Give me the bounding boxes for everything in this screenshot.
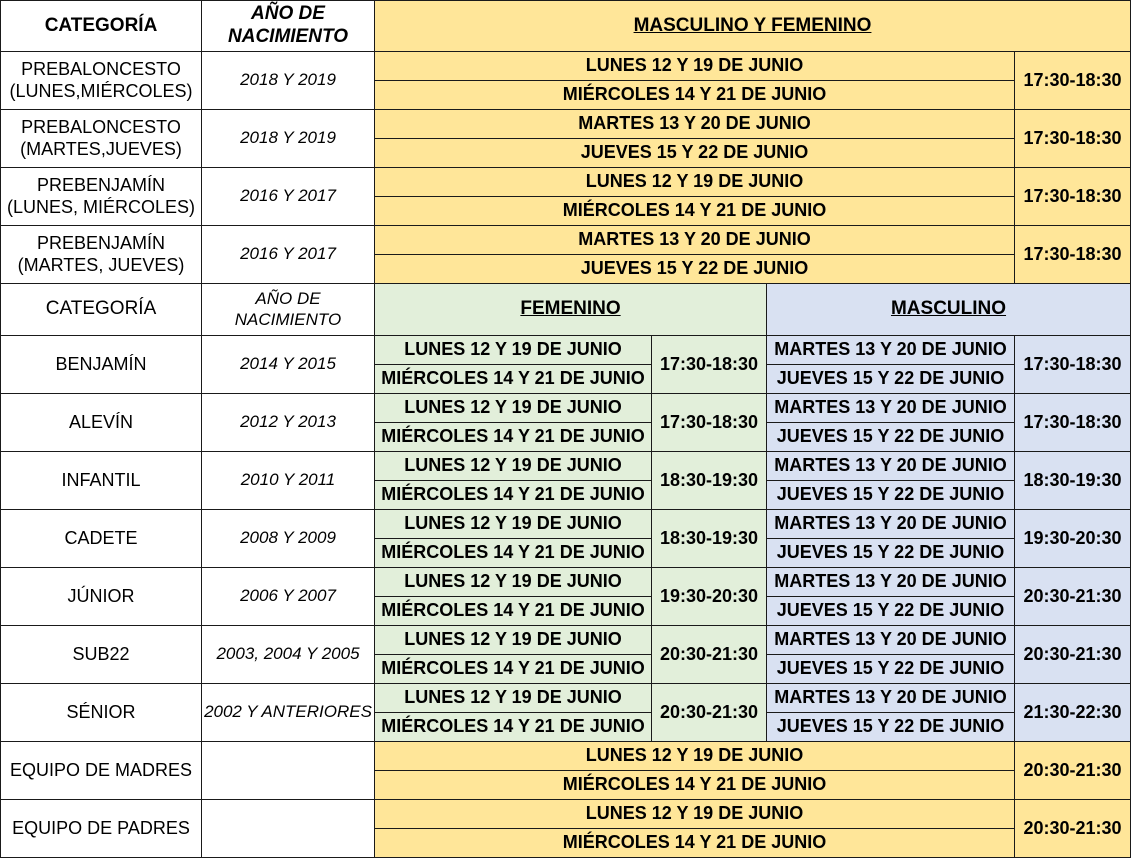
- training-time: 20:30-21:30: [1015, 742, 1131, 800]
- femenino-days: MIÉRCOLES 14 Y 21 DE JUNIO: [375, 713, 652, 742]
- masculino-days: MARTES 13 Y 20 DE JUNIO: [767, 568, 1015, 597]
- masculino-time: 21:30-22:30: [1015, 684, 1131, 742]
- birth-years: 2006 Y 2007: [202, 568, 375, 626]
- training-time: 17:30-18:30: [1015, 110, 1131, 168]
- femenino-days: MIÉRCOLES 14 Y 21 DE JUNIO: [375, 655, 652, 684]
- category-label: BENJAMÍN: [0, 336, 202, 394]
- training-days: LUNES 12 Y 19 DE JUNIO: [375, 800, 1015, 829]
- birth-years: 2003, 2004 Y 2005: [202, 626, 375, 684]
- femenino-time: 18:30-19:30: [652, 452, 767, 510]
- femenino-days: LUNES 12 Y 19 DE JUNIO: [375, 452, 652, 481]
- birth-years: 2012 Y 2013: [202, 394, 375, 452]
- masculino-time: 20:30-21:30: [1015, 626, 1131, 684]
- category-label: PREBALONCESTO (LUNES,MIÉRCOLES): [0, 52, 202, 110]
- masculino-days: JUEVES 15 Y 22 DE JUNIO: [767, 539, 1015, 568]
- femenino-days: LUNES 12 Y 19 DE JUNIO: [375, 336, 652, 365]
- training-days: LUNES 12 Y 19 DE JUNIO: [375, 742, 1015, 771]
- femenino-time: 17:30-18:30: [652, 394, 767, 452]
- training-days: LUNES 12 Y 19 DE JUNIO: [375, 52, 1015, 81]
- masculino-days: JUEVES 15 Y 22 DE JUNIO: [767, 481, 1015, 510]
- birth-years: 2002 Y ANTERIORES: [202, 684, 375, 742]
- category-label: CADETE: [0, 510, 202, 568]
- category-label: JÚNIOR: [0, 568, 202, 626]
- femenino-days: MIÉRCOLES 14 Y 21 DE JUNIO: [375, 365, 652, 394]
- masculino-time: 17:30-18:30: [1015, 336, 1131, 394]
- category-label: INFANTIL: [0, 452, 202, 510]
- masculino-days: JUEVES 15 Y 22 DE JUNIO: [767, 655, 1015, 684]
- training-days: JUEVES 15 Y 22 DE JUNIO: [375, 139, 1015, 168]
- birth-years: [202, 742, 375, 800]
- training-days: MIÉRCOLES 14 Y 21 DE JUNIO: [375, 771, 1015, 800]
- header-ano-nacimiento: AÑO DE NACIMIENTO: [202, 284, 375, 336]
- category-label: EQUIPO DE MADRES: [0, 742, 202, 800]
- masculino-days: JUEVES 15 Y 22 DE JUNIO: [767, 365, 1015, 394]
- birth-years: [202, 800, 375, 858]
- training-time: 17:30-18:30: [1015, 52, 1131, 110]
- masculino-time: 19:30-20:30: [1015, 510, 1131, 568]
- category-label: EQUIPO DE PADRES: [0, 800, 202, 858]
- femenino-time: 18:30-19:30: [652, 510, 767, 568]
- training-time: 20:30-21:30: [1015, 800, 1131, 858]
- birth-years: 2016 Y 2017: [202, 168, 375, 226]
- category-label: PREBENJAMÍN (LUNES, MIÉRCOLES): [0, 168, 202, 226]
- birth-years: 2016 Y 2017: [202, 226, 375, 284]
- birth-years: 2014 Y 2015: [202, 336, 375, 394]
- masculino-days: MARTES 13 Y 20 DE JUNIO: [767, 394, 1015, 423]
- masculino-time: 18:30-19:30: [1015, 452, 1131, 510]
- category-label: SÉNIOR: [0, 684, 202, 742]
- birth-years: 2018 Y 2019: [202, 52, 375, 110]
- birth-years: 2010 Y 2011: [202, 452, 375, 510]
- femenino-days: LUNES 12 Y 19 DE JUNIO: [375, 510, 652, 539]
- header-masculino-femenino: MASCULINO Y FEMENINO: [375, 0, 1131, 52]
- femenino-days: MIÉRCOLES 14 Y 21 DE JUNIO: [375, 423, 652, 452]
- header-ano-nacimiento: AÑO DE NACIMIENTO: [202, 0, 375, 52]
- femenino-days: MIÉRCOLES 14 Y 21 DE JUNIO: [375, 597, 652, 626]
- header-femenino: FEMENINO: [375, 284, 767, 336]
- femenino-days: LUNES 12 Y 19 DE JUNIO: [375, 626, 652, 655]
- femenino-days: LUNES 12 Y 19 DE JUNIO: [375, 684, 652, 713]
- training-days: MARTES 13 Y 20 DE JUNIO: [375, 226, 1015, 255]
- training-days: JUEVES 15 Y 22 DE JUNIO: [375, 255, 1015, 284]
- birth-years: 2008 Y 2009: [202, 510, 375, 568]
- header-masculino: MASCULINO: [767, 284, 1131, 336]
- training-days: MARTES 13 Y 20 DE JUNIO: [375, 110, 1015, 139]
- training-days: LUNES 12 Y 19 DE JUNIO: [375, 168, 1015, 197]
- training-days: MIÉRCOLES 14 Y 21 DE JUNIO: [375, 829, 1015, 858]
- category-label: PREBENJAMÍN (MARTES, JUEVES): [0, 226, 202, 284]
- header-categoria: CATEGORÍA: [0, 284, 202, 336]
- masculino-days: JUEVES 15 Y 22 DE JUNIO: [767, 423, 1015, 452]
- masculino-days: MARTES 13 Y 20 DE JUNIO: [767, 684, 1015, 713]
- birth-years: 2018 Y 2019: [202, 110, 375, 168]
- masculino-time: 17:30-18:30: [1015, 394, 1131, 452]
- training-time: 17:30-18:30: [1015, 168, 1131, 226]
- masculino-days: MARTES 13 Y 20 DE JUNIO: [767, 626, 1015, 655]
- femenino-time: 20:30-21:30: [652, 684, 767, 742]
- category-label: PREBALONCESTO (MARTES,JUEVES): [0, 110, 202, 168]
- category-label: SUB22: [0, 626, 202, 684]
- femenino-days: MIÉRCOLES 14 Y 21 DE JUNIO: [375, 539, 652, 568]
- training-days: MIÉRCOLES 14 Y 21 DE JUNIO: [375, 197, 1015, 226]
- masculino-days: JUEVES 15 Y 22 DE JUNIO: [767, 597, 1015, 626]
- femenino-days: LUNES 12 Y 19 DE JUNIO: [375, 568, 652, 597]
- training-days: MIÉRCOLES 14 Y 21 DE JUNIO: [375, 81, 1015, 110]
- masculino-days: MARTES 13 Y 20 DE JUNIO: [767, 452, 1015, 481]
- femenino-days: LUNES 12 Y 19 DE JUNIO: [375, 394, 652, 423]
- femenino-days: MIÉRCOLES 14 Y 21 DE JUNIO: [375, 481, 652, 510]
- femenino-time: 17:30-18:30: [652, 336, 767, 394]
- masculino-days: MARTES 13 Y 20 DE JUNIO: [767, 510, 1015, 539]
- category-label: ALEVÍN: [0, 394, 202, 452]
- femenino-time: 20:30-21:30: [652, 626, 767, 684]
- femenino-time: 19:30-20:30: [652, 568, 767, 626]
- masculino-days: JUEVES 15 Y 22 DE JUNIO: [767, 713, 1015, 742]
- masculino-days: MARTES 13 Y 20 DE JUNIO: [767, 336, 1015, 365]
- masculino-time: 20:30-21:30: [1015, 568, 1131, 626]
- training-time: 17:30-18:30: [1015, 226, 1131, 284]
- header-categoria: CATEGORÍA: [0, 0, 202, 52]
